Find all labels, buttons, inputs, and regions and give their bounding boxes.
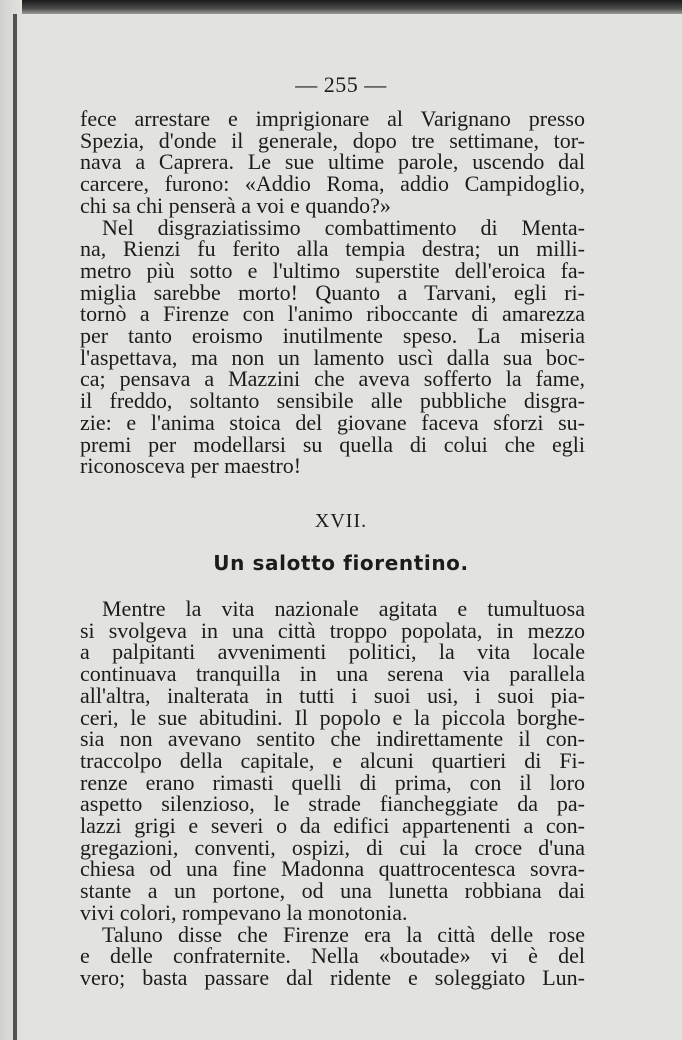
- text-line: Taluno disse che Firenze era la città delle rose: [102, 921, 585, 947]
- text-line: ceri, le sue abitudini. Il popolo e la piccola borghe-: [80, 704, 585, 730]
- text-line: carcere, furono: «Addio Roma, addio Campidoglio,: [80, 171, 585, 197]
- text-line: gregazioni, conventi, ospizi, di cui la croce d'una: [80, 834, 585, 860]
- paragraph-2: [80, 214, 585, 479]
- text-line: lazzi grigi e severi o da edifici appartenenti a con-: [80, 813, 585, 839]
- text-line: continuava tranquilla in una serena via parallela: [80, 661, 585, 687]
- text-line: per tanto eroismo inutilmente speso. La miseria: [80, 323, 585, 349]
- text-line: chi sa chi penserà a voi e quando?»: [80, 192, 391, 218]
- text-line: a palpitanti avvenimenti politici, la vita locale: [80, 639, 585, 665]
- chapter-number: XVII.: [314, 510, 368, 532]
- text-line: vivi colori, rompevano la monotonia.: [80, 899, 408, 925]
- page-number: — 255 —: [295, 72, 387, 97]
- text-line: riconosceva per maestro!: [80, 453, 302, 479]
- scan-top-edge: [0, 0, 682, 14]
- text-line: premi per modellarsi su quella di colui che egli: [80, 431, 585, 457]
- text-line: l'aspettava, ma non un lamento uscì dalla sua boc-: [80, 344, 585, 370]
- text-line: zie: e l'anima stoica del giovane faceva sforzi su-: [80, 409, 585, 435]
- text-block-top: [80, 108, 585, 477]
- text-line: fece arrestare e imprigionare al Varignano presso: [80, 106, 585, 131]
- text-line: na, Rienzi fu ferito alla tempia destra; un milli-: [80, 236, 585, 262]
- text-line: miglia sarebbe morto! Quanto a Tarvani, egli ri-: [80, 279, 585, 305]
- paragraph-3: [80, 598, 585, 924]
- text-line: e delle confraternite. Nella «boutade» vi è del: [80, 943, 585, 969]
- text-line: Spezia, d'onde il generale, dopo tre settimane, tor-: [80, 127, 585, 153]
- text-line: all'altra, inalterata in tutti i suoi usi, i suoi pia-: [80, 682, 585, 708]
- text-line: aspetto silenzioso, le strade fiancheggiate da pa-: [80, 791, 585, 817]
- text-line: si svolgeva in una città troppo popolata, in mezzo: [80, 617, 585, 643]
- text-line: metro più sotto e l'ultimo superstite dell'eroica fa-: [80, 257, 585, 283]
- text-line: Mentre la vita nazionale agitata e tumultuosa: [102, 596, 585, 621]
- text-line: il freddo, soltanto sensibile alle pubbliche disgra-: [80, 388, 585, 414]
- text-line: chiesa od una fine Madonna quattrocentesca sovra-: [80, 856, 585, 882]
- paragraph-4: [80, 921, 585, 990]
- text-line: traccolpo della capitale, e alcuni quartieri di Fi-: [80, 747, 585, 773]
- text-line: vero; basta passare dal ridente e soleggiato Lun-: [80, 964, 585, 990]
- text-line: ca; pensava a Mazzini che aveva sofferto la fame,: [80, 366, 585, 392]
- text-line: Nel disgraziatissimo combattimento di Menta-: [102, 214, 585, 240]
- text-line: tornò a Firenze con l'animo riboccante di amarezza: [80, 301, 585, 327]
- text-line: renze erano rimasti quelli di prima, con il loro: [80, 769, 585, 795]
- text-line: stante a un portone, od una lunetta robbiana dai: [80, 878, 585, 904]
- chapter-title: Un salotto fiorentino.: [213, 551, 469, 575]
- text-block-bottom: [80, 598, 585, 989]
- text-line: sia non avevano sentito che indirettamente il con-: [80, 726, 585, 752]
- text-line: nava a Caprera. Le sue ultime parole, uscendo dal: [80, 149, 585, 175]
- paragraph-1: [80, 108, 585, 217]
